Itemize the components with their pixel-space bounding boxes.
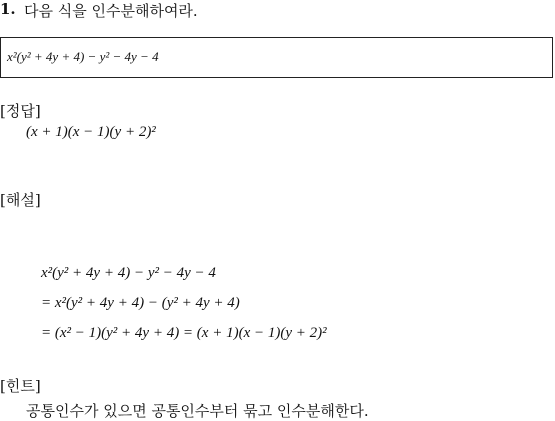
hint-text: 공통인수가 있으면 공통인수부터 묶고 인수분해한다. <box>26 402 369 420</box>
question-text: 다음 식을 인수분해하여라. <box>24 2 198 20</box>
explanation-line-2: = x²(y² + 4y + 4) − (y² + 4y + 4) <box>41 295 240 311</box>
explanation-label: [해설] <box>0 191 41 209</box>
problem-box <box>0 37 553 78</box>
hint-label: [힌트] <box>0 377 41 395</box>
problem-expression: x²(y² + 4y + 4) − y² − 4y − 4 <box>7 49 159 64</box>
question-number: 1. <box>0 0 16 18</box>
answer-expression: (x + 1)(x − 1)(y + 2)² <box>26 124 156 140</box>
explanation-line-3: = (x² − 1)(y² + 4y + 4) = (x + 1)(x − 1)(y + 2)² <box>41 325 327 341</box>
answer-label: [정답] <box>0 102 41 120</box>
explanation-line-1: x²(y² + 4y + 4) − y² − 4y − 4 <box>41 265 216 281</box>
